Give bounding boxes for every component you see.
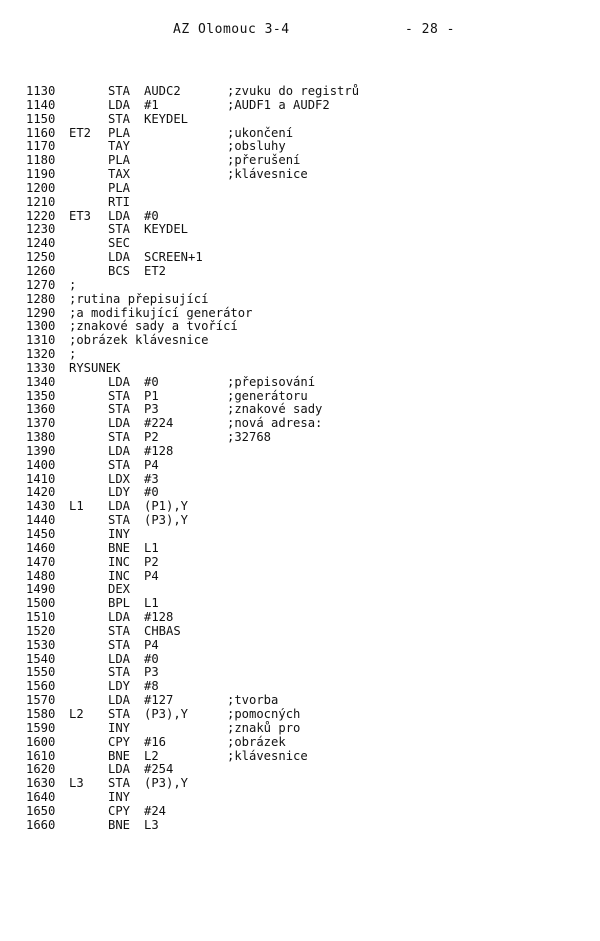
line-number: 1660: [26, 817, 56, 832]
code-line: [26, 653, 586, 667]
code-line: [26, 403, 586, 417]
line-number: 1350: [26, 388, 56, 403]
code-label: ET3: [69, 208, 92, 223]
operand: P3: [144, 402, 159, 417]
opcode: LDA: [108, 443, 131, 458]
opcode: STA: [108, 513, 131, 528]
operand: (P3),Y: [144, 776, 189, 791]
code-listing: [26, 85, 586, 833]
line-number: 1180: [26, 153, 56, 168]
code-line: [26, 265, 586, 279]
line-number: 1460: [26, 540, 56, 555]
line-number: 1370: [26, 416, 56, 431]
code-line: [26, 583, 586, 597]
opcode: BCS: [108, 263, 131, 278]
code-line: [26, 293, 586, 307]
code-line: [26, 763, 586, 777]
comment-line: RYSUNEK: [69, 360, 121, 375]
opcode: LDX: [108, 471, 131, 486]
operand: L3: [144, 817, 159, 832]
page-title: AZ Olomouc 3-4: [173, 22, 290, 37]
line-number: 1570: [26, 693, 56, 708]
opcode: LDA: [108, 416, 131, 431]
code-line: [26, 431, 586, 445]
code-line: [26, 750, 586, 764]
line-number: 1220: [26, 208, 56, 223]
code-line: [26, 625, 586, 639]
operand: P1: [144, 388, 159, 403]
operand: KEYDEL: [144, 222, 189, 237]
opcode: RTI: [108, 194, 131, 209]
code-line: [26, 168, 586, 182]
line-number: 1380: [26, 430, 56, 445]
operand: L2: [144, 748, 159, 763]
line-number: 1540: [26, 651, 56, 666]
opcode: STA: [108, 637, 131, 652]
code-line: [26, 708, 586, 722]
operand: #0: [144, 485, 159, 500]
code-line: [26, 500, 586, 514]
operand: #128: [144, 610, 174, 625]
line-number: 1240: [26, 236, 56, 251]
operand: P4: [144, 637, 159, 652]
line-number: 1490: [26, 582, 56, 597]
code-line: [26, 819, 586, 833]
code-line: [26, 237, 586, 251]
code-line: [26, 486, 586, 500]
code-comment: ;klávesnice: [227, 167, 308, 182]
opcode: SEC: [108, 236, 131, 251]
code-line: [26, 722, 586, 736]
opcode: CPY: [108, 803, 131, 818]
opcode: BNE: [108, 748, 131, 763]
code-comment: ;klávesnice: [227, 748, 308, 763]
opcode: STA: [108, 388, 131, 403]
code-line: [26, 390, 586, 404]
line-number: 1400: [26, 457, 56, 472]
line-number: 1450: [26, 527, 56, 541]
code-label: ET2: [69, 125, 92, 140]
opcode: LDA: [108, 97, 131, 112]
code-line: [26, 113, 586, 127]
code-line: [26, 348, 586, 362]
operand: P2: [144, 430, 159, 445]
code-line: [26, 597, 586, 611]
line-number: 1510: [26, 610, 56, 625]
code-line: [26, 154, 586, 168]
code-line: [26, 777, 586, 791]
operand: #128: [144, 443, 174, 458]
opcode: STA: [108, 665, 131, 680]
opcode: STA: [108, 706, 131, 721]
operand: P4: [144, 457, 159, 472]
opcode: LDA: [108, 762, 131, 777]
operand: #0: [144, 374, 159, 389]
line-number: 1200: [26, 180, 56, 195]
code-line: [26, 196, 586, 210]
line-number: 1140: [26, 97, 56, 112]
line-number: 1500: [26, 596, 56, 611]
code-line: [26, 279, 586, 293]
code-line: [26, 223, 586, 237]
opcode: LDA: [108, 693, 131, 708]
opcode: STA: [108, 111, 131, 126]
code-line: [26, 127, 586, 141]
code-comment: ;ukončení: [227, 125, 294, 140]
code-line: [26, 666, 586, 680]
opcode: TAY: [108, 139, 131, 154]
line-number: 1390: [26, 443, 56, 458]
comment-line: ;obrázek klávesnice: [69, 333, 209, 348]
operand: #16: [144, 734, 167, 749]
line-number: 1280: [26, 291, 56, 306]
line-number: 1530: [26, 637, 56, 652]
code-comment: ;pomocných: [227, 706, 301, 721]
operand: #8: [144, 679, 159, 694]
operand: #0: [144, 208, 159, 223]
line-number: 1250: [26, 250, 56, 265]
line-number: 1440: [26, 513, 56, 528]
operand: #3: [144, 471, 159, 486]
line-number: 1320: [26, 347, 56, 362]
code-line: [26, 805, 586, 819]
code-comment: ;znakové sady: [227, 402, 323, 417]
code-line: [26, 791, 586, 805]
operand: CHBAS: [144, 623, 181, 638]
code-line: [26, 210, 586, 224]
operand: SCREEN+1: [144, 250, 203, 265]
code-label: L2: [69, 706, 84, 721]
code-line: [26, 528, 586, 542]
comment-line: ;rutina přepisující: [69, 291, 209, 306]
operand: KEYDEL: [144, 111, 189, 126]
line-number: 1430: [26, 499, 56, 514]
opcode: LDA: [108, 374, 131, 389]
page-number: - 28 -: [405, 22, 455, 37]
opcode: INY: [108, 527, 131, 541]
opcode: INC: [108, 568, 131, 583]
line-number: 1160: [26, 125, 56, 140]
line-number: 1230: [26, 222, 56, 237]
line-number: 1470: [26, 554, 56, 569]
opcode: INY: [108, 720, 131, 735]
opcode: INC: [108, 554, 131, 569]
code-line: [26, 639, 586, 653]
line-number: 1650: [26, 803, 56, 818]
code-comment: ;32768: [227, 430, 272, 445]
code-comment: ;generátoru: [227, 388, 308, 403]
opcode: LDY: [108, 679, 131, 694]
code-comment: ;nová adresa:: [227, 416, 323, 431]
line-number: 1560: [26, 679, 56, 694]
code-line: [26, 417, 586, 431]
operand: #0: [144, 651, 159, 666]
line-number: 1630: [26, 776, 56, 791]
operand: (P3),Y: [144, 513, 189, 528]
opcode: STA: [108, 84, 131, 98]
line-number: 1420: [26, 485, 56, 500]
opcode: PLA: [108, 153, 131, 168]
code-line: [26, 459, 586, 473]
line-number: 1580: [26, 706, 56, 721]
code-comment: ;AUDF1 a AUDF2: [227, 97, 330, 112]
code-line: [26, 736, 586, 750]
operand: #1: [144, 97, 159, 112]
line-number: 1130: [26, 84, 56, 98]
line-number: 1340: [26, 374, 56, 389]
code-line: [26, 182, 586, 196]
line-number: 1610: [26, 748, 56, 763]
code-line: [26, 556, 586, 570]
code-line: [26, 140, 586, 154]
line-number: 1290: [26, 305, 56, 320]
opcode: PLA: [108, 180, 131, 195]
opcode: LDA: [108, 499, 131, 514]
code-line: [26, 514, 586, 528]
code-comment: ;obrázek: [227, 734, 286, 749]
line-number: 1410: [26, 471, 56, 486]
operand: #224: [144, 416, 174, 431]
code-label: L3: [69, 776, 84, 791]
line-number: 1590: [26, 720, 56, 735]
opcode: CPY: [108, 734, 131, 749]
line-number: 1620: [26, 762, 56, 777]
line-number: 1640: [26, 790, 56, 805]
comment-line: ;: [69, 347, 77, 362]
line-number: 1300: [26, 319, 56, 334]
line-number: 1310: [26, 333, 56, 348]
operand: P2: [144, 554, 159, 569]
code-comment: ;znaků pro: [227, 720, 301, 735]
operand: #127: [144, 693, 174, 708]
line-number: 1260: [26, 263, 56, 278]
code-line: [26, 99, 586, 113]
code-line: [26, 445, 586, 459]
opcode: TAX: [108, 167, 131, 182]
line-number: 1550: [26, 665, 56, 680]
code-comment: ;tvorba: [227, 693, 279, 708]
operand: AUDC2: [144, 84, 181, 98]
operand: ET2: [144, 263, 167, 278]
code-line: [26, 611, 586, 625]
code-comment: ;obsluhy: [227, 139, 286, 154]
opcode: STA: [108, 402, 131, 417]
opcode: LDA: [108, 651, 131, 666]
opcode: STA: [108, 776, 131, 791]
opcode: LDY: [108, 485, 131, 500]
operand: L1: [144, 540, 159, 555]
code-comment: ;přepisování: [227, 374, 316, 389]
opcode: LDA: [108, 208, 131, 223]
code-line: [26, 85, 586, 99]
line-number: 1210: [26, 194, 56, 209]
code-comment: ;zvuku do registrů: [227, 84, 360, 98]
code-line: [26, 251, 586, 265]
operand: #254: [144, 762, 174, 777]
opcode: STA: [108, 623, 131, 638]
code-line: [26, 570, 586, 584]
code-line: [26, 334, 586, 348]
line-number: 1480: [26, 568, 56, 583]
opcode: STA: [108, 457, 131, 472]
line-number: 1600: [26, 734, 56, 749]
code-line: [26, 307, 586, 321]
code-line: [26, 680, 586, 694]
code-line: [26, 473, 586, 487]
code-line: [26, 694, 586, 708]
operand: #24: [144, 803, 167, 818]
opcode: DEX: [108, 582, 131, 597]
page-header: [0, 22, 600, 42]
code-line: [26, 542, 586, 556]
line-number: 1330: [26, 360, 56, 375]
line-number: 1190: [26, 167, 56, 182]
opcode: BNE: [108, 817, 131, 832]
line-number: 1520: [26, 623, 56, 638]
opcode: STA: [108, 222, 131, 237]
code-line: [26, 320, 586, 334]
comment-line: ;znakové sady a tvořící: [69, 319, 238, 334]
opcode: STA: [108, 430, 131, 445]
code-label: L1: [69, 499, 84, 514]
opcode: LDA: [108, 250, 131, 265]
opcode: BNE: [108, 540, 131, 555]
code-comment: ;přerušení: [227, 153, 301, 168]
code-line: [26, 376, 586, 390]
comment-line: ;a modifikující generátor: [69, 305, 253, 320]
line-number: 1170: [26, 139, 56, 154]
line-number: 1150: [26, 111, 56, 126]
opcode: LDA: [108, 610, 131, 625]
operand: (P3),Y: [144, 706, 189, 721]
opcode: INY: [108, 790, 131, 805]
opcode: PLA: [108, 125, 131, 140]
comment-line: ;: [69, 277, 77, 292]
code-line: [26, 362, 586, 376]
operand: P4: [144, 568, 159, 583]
operand: (P1),Y: [144, 499, 189, 514]
line-number: 1270: [26, 277, 56, 292]
operand: P3: [144, 665, 159, 680]
line-number: 1360: [26, 402, 56, 417]
opcode: BPL: [108, 596, 131, 611]
operand: L1: [144, 596, 159, 611]
